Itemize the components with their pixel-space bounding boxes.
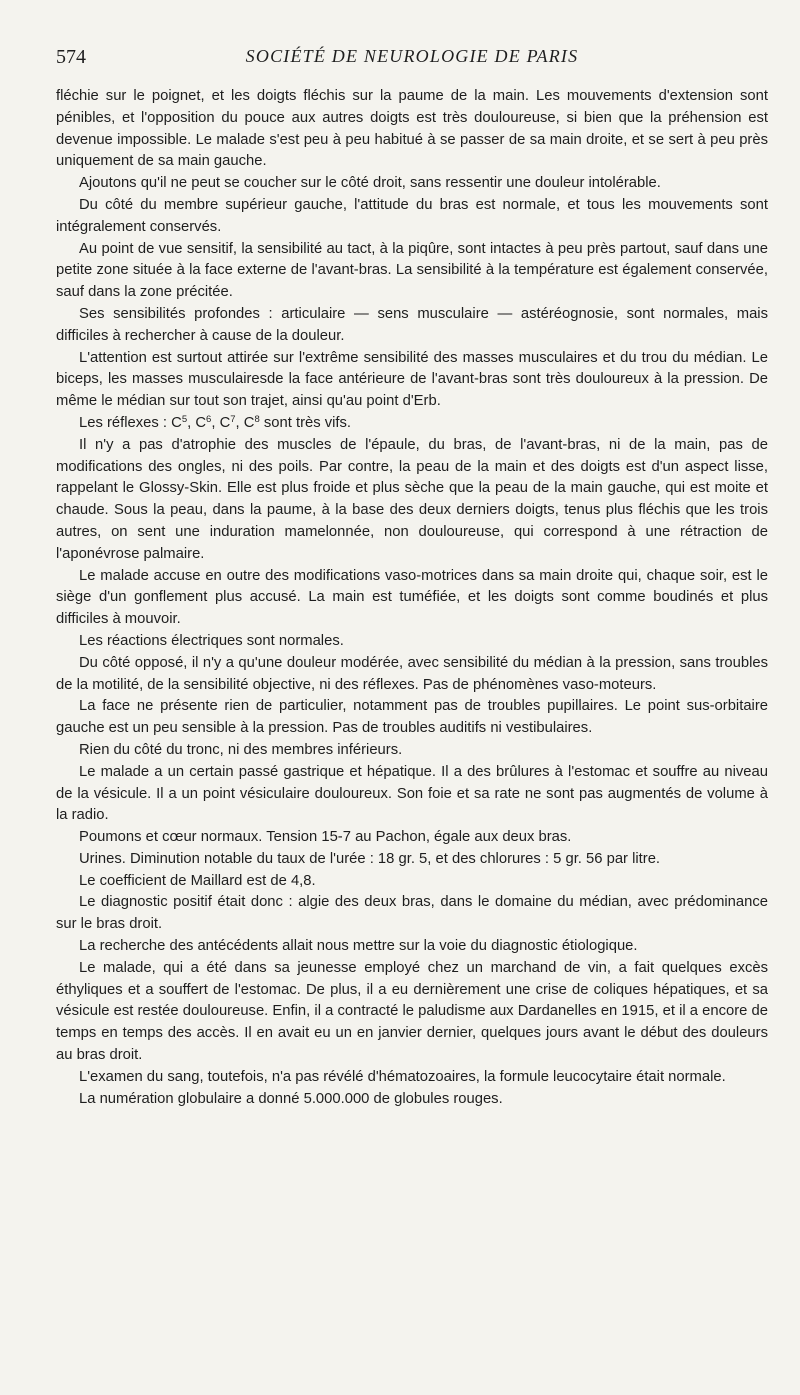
paragraph: Poumons et cœur normaux. Tension 15-7 au Pachon, égale aux deux bras.: [79, 829, 572, 846]
paragraph: fléchie sur le poignet, et les doigts fléchis sur la paume de la main. Les mouvements d'extension sont pénibles, et l'opposition du pouce aux autres doigts est très douloureuse, si bien que la préhension est devenue impossible. Le malade s'est peu à peu habitué à se passer de sa main droite, et se sert à peu près uniquement de sa main gauche.: [56, 88, 768, 170]
paragraph: Du côté opposé, il n'y a qu'une douleur modérée, avec sensibilité du médian à la pression, sans troubles de la motilité, de la sensibilité objective, ni des réflexes. Pas de phénomènes vaso-moteurs.: [56, 654, 768, 693]
paragraph: Rien du côté du tronc, ni des membres inférieurs.: [79, 741, 403, 758]
paragraph: La face ne présente rien de particulier, notamment pas de troubles pupillaires. Le point sus-orbitaire gauche est un peu sensible à la pression. Pas de troubles auditifs ni vestibulaires.: [56, 698, 768, 737]
paragraph: Le malade, qui a été dans sa jeunesse employé chez un marchand de vin, a fait quelques excès éthyliques et a souffert de l'estomac. De plus, il a eu dernièrement une crise de coliques hépatiques, et sa vésicule est restée douloureuse. Enfin, il a contracté le paludisme aux Dardanelles en 1915, et il a encore de temps en temps des accès. Il en avait eu un en janvier dernier, quelques jours avant le début des douleurs au bras droit.: [56, 959, 768, 1064]
paragraph: Ajoutons qu'il ne peut se coucher sur le côté droit, sans ressentir une douleur intolérable.: [79, 175, 661, 192]
body-text: [56, 86, 768, 1110]
paragraph: Les réactions électriques sont normales.: [79, 632, 344, 649]
running-title: SOCIÉTÉ DE NEUROLOGIE DE PARIS: [245, 46, 579, 66]
paragraph: La numération globulaire a donné 5.000.000 de globules rouges.: [79, 1090, 503, 1107]
page-number: 574: [56, 46, 86, 68]
paragraph: Urines. Diminution notable du taux de l'urée : 18 gr. 5, et des chlorures : 5 gr. 56 par litre.: [79, 850, 661, 867]
paragraph: Il n'y a pas d'atrophie des muscles de l'épaule, du bras, de l'avant-bras, ni de la main, pas de modifications des ongles, ni des poils. Par contre, la peau de la main et des doigts est d'un aspect lisse, rappelant le Glossy-Skin. Elle est plus froide et plus sèche que la peau de la main gauche, qui est moite et chaude. Sous la peau, dans la paume, à la base des deux derniers doigts, tenus plus fléchis que les trois autres, on sent une induration mamelonnée, non douloureuse, qui correspond à une rétraction de l'aponévrose palmaire.: [56, 436, 768, 562]
page-header: [56, 46, 760, 70]
paragraph: Le diagnostic positif était donc : algie des deux bras, dans le domaine du médian, avec prédominance sur le bras droit.: [56, 894, 768, 933]
paragraph-reflexes: Les réflexes : $C^5$, $C^6$, $C^7$, $C^8$ sont très vifs.: [79, 413, 352, 431]
paragraph: La recherche des antécédents allait nous mettre sur la voie du diagnostic étiologique.: [79, 938, 638, 955]
paragraph: L'attention est surtout attirée sur l'extrême sensibilité des masses musculaires et du trou du médian. Le biceps, les masses musculairesde la face antérieure de l'avant-bras sont très douloureux à la pression. De même le médian sur tout son trajet, ainsi qu'au point d'Erb.: [56, 349, 768, 410]
paragraph: Ses sensibilités profondes : articulaire — sens musculaire — astéréognosie, sont normales, mais difficiles à rechercher à cause de la douleur.: [56, 305, 768, 344]
paragraph: Au point de vue sensitif, la sensibilité au tact, à la piqûre, sont intactes à peu près partout, sauf dans une petite zone située à la face externe de l'avant-bras. La sensibilité à la température est également conservée, sauf dans la zone précitée.: [56, 240, 768, 301]
paragraph: Le malade accuse en outre des modifications vaso-motrices dans sa main droite qui, chaque soir, est le siège d'un gonflement plus accusé. La main est tuméfiée, et les doigts sont comme boudinés et plus difficiles à mouvoir.: [56, 567, 768, 628]
paragraph: Le coefficient de Maillard est de 4,8.: [79, 872, 316, 889]
paragraph: L'examen du sang, toutefois, n'a pas révélé d'hématozoaires, la formule leucocytaire était normale.: [79, 1068, 726, 1085]
paragraph: Du côté du membre supérieur gauche, l'attitude du bras est normale, et tous les mouvements sont intégralement conservés.: [56, 196, 768, 235]
paragraph: Le malade a un certain passé gastrique et hépatique. Il a des brûlures à l'estomac et souffre au niveau de la vésicule. Il a un point vésiculaire douloureux. Son foie et sa rate ne sont pas augmentés de volume à la radio.: [56, 763, 768, 824]
